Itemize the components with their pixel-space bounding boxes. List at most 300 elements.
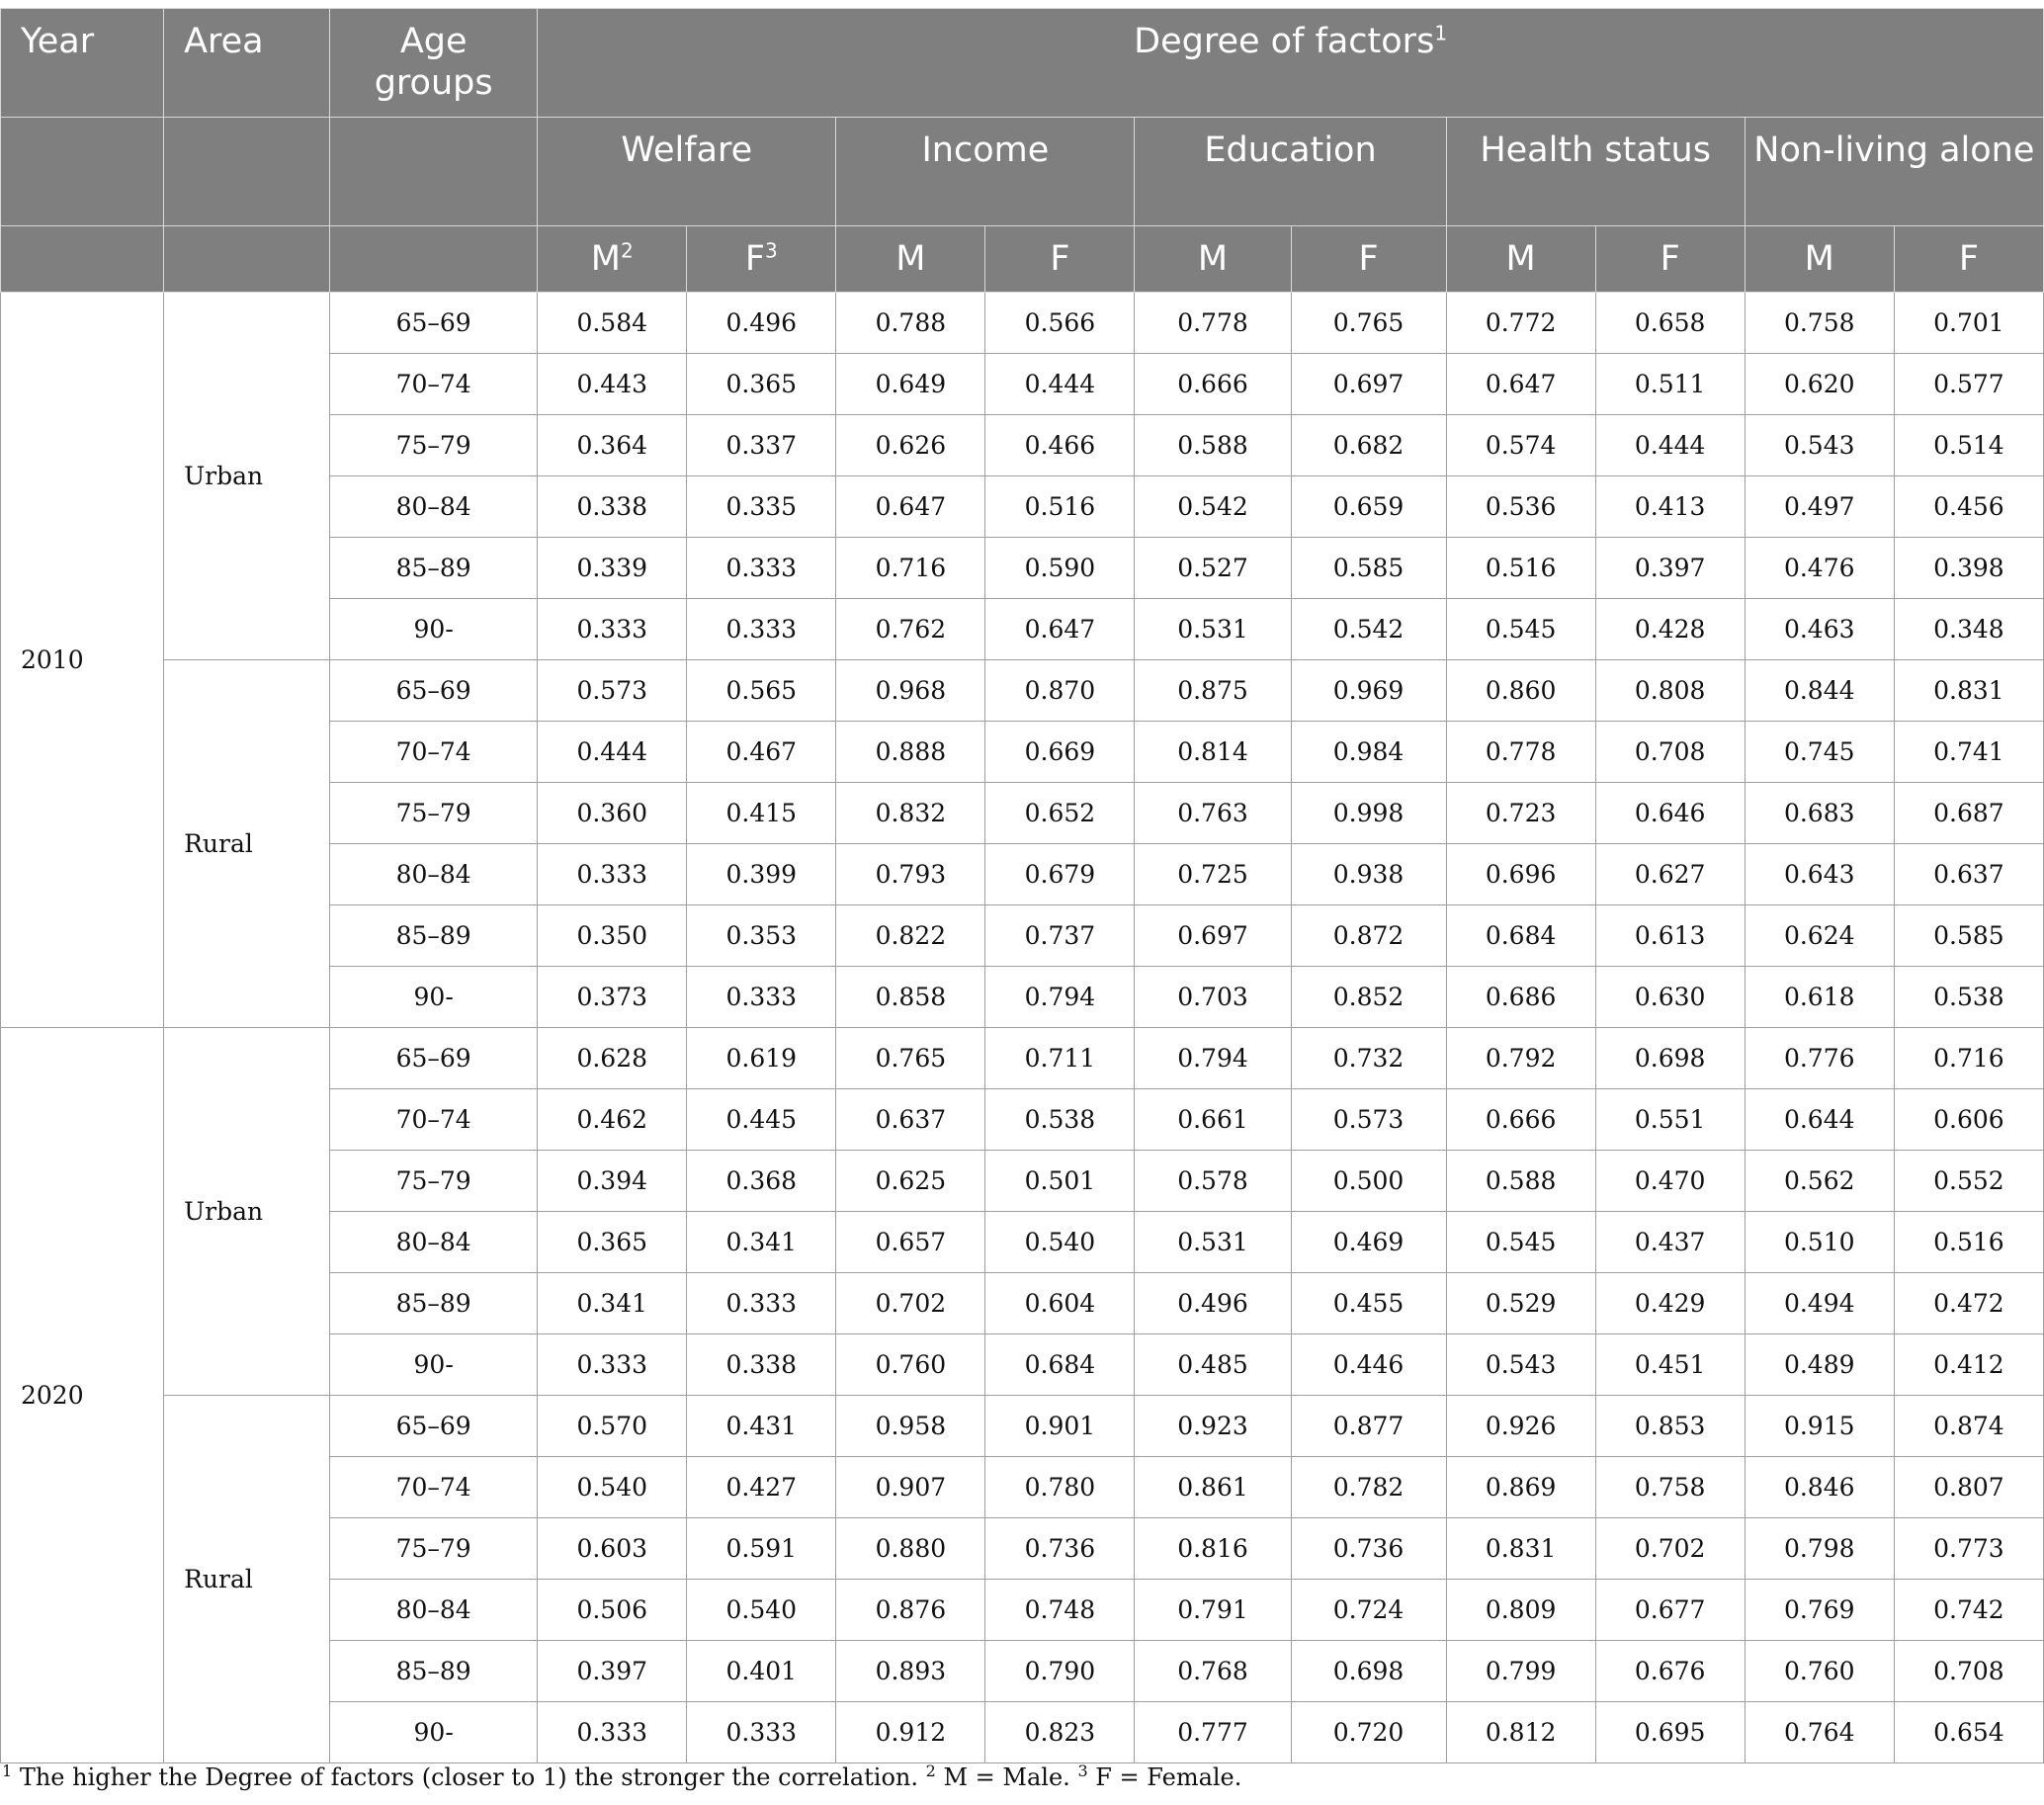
age-group-cell: 70–74 [330, 722, 538, 783]
value-cell: 0.657 [836, 1212, 985, 1273]
value-cell: 0.793 [836, 844, 985, 905]
value-cell: 0.798 [1745, 1518, 1894, 1580]
value-cell: 0.702 [836, 1273, 985, 1334]
value-cell: 0.516 [1446, 538, 1595, 599]
value-cell: 0.682 [1291, 415, 1446, 476]
value-cell: 0.552 [1894, 1151, 2043, 1212]
value-cell: 0.737 [985, 905, 1135, 967]
sex-header-male: M [1135, 226, 1291, 293]
value-cell: 0.538 [1894, 967, 2043, 1028]
value-cell: 0.333 [538, 1702, 687, 1763]
value-cell: 0.893 [836, 1641, 985, 1702]
value-cell: 0.338 [687, 1334, 836, 1396]
value-cell: 0.350 [538, 905, 687, 967]
value-cell: 0.446 [1291, 1334, 1446, 1396]
table-row [1, 1028, 2044, 1089]
value-cell: 0.540 [687, 1580, 836, 1641]
value-cell: 0.823 [985, 1702, 1135, 1763]
value-cell: 0.736 [985, 1518, 1135, 1580]
year-column-header: Year [1, 9, 164, 118]
value-cell: 0.540 [538, 1457, 687, 1518]
value-cell: 0.494 [1745, 1273, 1894, 1334]
value-cell: 0.844 [1745, 660, 1894, 722]
value-cell: 0.758 [1595, 1457, 1745, 1518]
table-row [1, 1396, 2044, 1457]
value-cell: 0.429 [1595, 1273, 1745, 1334]
value-cell: 0.399 [687, 844, 836, 905]
value-cell: 0.625 [836, 1151, 985, 1212]
value-cell: 0.542 [1135, 476, 1291, 538]
footnote-text: F = Female. [1087, 1763, 1242, 1791]
table-body [1, 293, 2044, 1763]
value-cell: 0.877 [1291, 1396, 1446, 1457]
value-cell: 0.745 [1745, 722, 1894, 783]
value-cell: 0.585 [1894, 905, 2043, 967]
value-cell: 0.760 [1745, 1641, 1894, 1702]
value-cell: 0.444 [538, 722, 687, 783]
value-cell: 0.794 [985, 967, 1135, 1028]
value-cell: 0.791 [1135, 1580, 1291, 1641]
value-cell: 0.466 [985, 415, 1135, 476]
value-cell: 0.368 [687, 1151, 836, 1212]
value-cell: 0.870 [985, 660, 1135, 722]
sex-header-female [687, 226, 836, 293]
age-group-cell: 80–84 [330, 476, 538, 538]
value-cell: 0.536 [1446, 476, 1595, 538]
value-cell: 0.397 [538, 1641, 687, 1702]
value-cell: 0.659 [1291, 476, 1446, 538]
header-blank [1, 118, 164, 226]
value-cell: 0.467 [687, 722, 836, 783]
value-cell: 0.679 [985, 844, 1135, 905]
value-cell: 0.687 [1894, 783, 2043, 844]
value-cell: 0.695 [1595, 1702, 1745, 1763]
age-group-cell: 65–69 [330, 1396, 538, 1457]
value-cell: 0.846 [1745, 1457, 1894, 1518]
age-group-cell: 75–79 [330, 1518, 538, 1580]
value-cell: 0.397 [1595, 538, 1745, 599]
value-cell: 0.809 [1446, 1580, 1595, 1641]
age-group-cell: 65–69 [330, 660, 538, 722]
value-cell: 0.669 [985, 722, 1135, 783]
value-cell: 0.938 [1291, 844, 1446, 905]
sex-header-male: M [836, 226, 985, 293]
value-cell: 0.456 [1894, 476, 2043, 538]
value-cell: 0.652 [985, 783, 1135, 844]
factor-header-education: Education [1135, 118, 1446, 226]
value-cell: 0.335 [687, 476, 836, 538]
table-header [1, 9, 2044, 293]
value-cell: 0.339 [538, 538, 687, 599]
age-group-cell: 90- [330, 967, 538, 1028]
female-label: F [744, 239, 765, 279]
value-cell: 0.451 [1595, 1334, 1745, 1396]
value-cell: 0.647 [1446, 354, 1595, 415]
sex-header-female: F [985, 226, 1135, 293]
value-cell: 0.529 [1446, 1273, 1595, 1334]
value-cell: 0.764 [1745, 1702, 1894, 1763]
value-cell: 0.626 [836, 415, 985, 476]
value-cell: 0.624 [1745, 905, 1894, 967]
value-cell: 0.620 [1745, 354, 1894, 415]
value-cell: 0.348 [1894, 599, 2043, 660]
header-blank [330, 226, 538, 293]
value-cell: 0.915 [1745, 1396, 1894, 1457]
value-cell: 0.445 [687, 1089, 836, 1151]
value-cell: 0.736 [1291, 1518, 1446, 1580]
value-cell: 0.540 [985, 1212, 1135, 1273]
table-footnote [2, 1763, 1241, 1791]
value-cell: 0.814 [1135, 722, 1291, 783]
sex-header-female: F [1595, 226, 1745, 293]
value-cell: 0.725 [1135, 844, 1291, 905]
value-cell: 0.591 [687, 1518, 836, 1580]
value-cell: 0.470 [1595, 1151, 1745, 1212]
degree-of-factors-table [0, 8, 2044, 1763]
value-cell: 0.578 [1135, 1151, 1291, 1212]
value-cell: 0.565 [687, 660, 836, 722]
value-cell: 0.472 [1894, 1273, 2043, 1334]
value-cell: 0.364 [538, 415, 687, 476]
footnote-marker-3: 3 [765, 238, 778, 263]
value-cell: 0.780 [985, 1457, 1135, 1518]
value-cell: 0.666 [1446, 1089, 1595, 1151]
value-cell: 0.697 [1291, 354, 1446, 415]
value-cell: 0.686 [1446, 967, 1595, 1028]
value-cell: 0.531 [1135, 1212, 1291, 1273]
value-cell: 0.333 [687, 1273, 836, 1334]
table-row [1, 293, 2044, 354]
value-cell: 0.590 [985, 538, 1135, 599]
value-cell: 0.394 [538, 1151, 687, 1212]
value-cell: 0.443 [538, 354, 687, 415]
value-cell: 0.676 [1595, 1641, 1745, 1702]
value-cell: 0.773 [1894, 1518, 2043, 1580]
value-cell: 0.497 [1745, 476, 1894, 538]
value-cell: 0.684 [985, 1334, 1135, 1396]
area-cell: Urban [164, 1028, 330, 1396]
factor-header-non-living-alone: Non-living alone [1745, 118, 2043, 226]
value-cell: 0.748 [985, 1580, 1135, 1641]
value-cell: 0.703 [1135, 967, 1291, 1028]
factor-header-health-status: Health status [1446, 118, 1745, 226]
value-cell: 0.790 [985, 1641, 1135, 1702]
value-cell: 0.822 [836, 905, 985, 967]
value-cell: 0.412 [1894, 1334, 2043, 1396]
age-group-cell: 85–89 [330, 905, 538, 967]
value-cell: 0.427 [687, 1457, 836, 1518]
value-cell: 0.765 [836, 1028, 985, 1089]
value-cell: 0.741 [1894, 722, 2043, 783]
value-cell: 0.912 [836, 1702, 985, 1763]
value-cell: 0.510 [1745, 1212, 1894, 1273]
value-cell: 0.545 [1446, 599, 1595, 660]
value-cell: 0.720 [1291, 1702, 1446, 1763]
value-cell: 0.654 [1894, 1702, 2043, 1763]
value-cell: 0.677 [1595, 1580, 1745, 1641]
value-cell: 0.853 [1595, 1396, 1745, 1457]
value-cell: 0.444 [985, 354, 1135, 415]
value-cell: 0.760 [836, 1334, 985, 1396]
value-cell: 0.570 [538, 1396, 687, 1457]
value-cell: 0.428 [1595, 599, 1745, 660]
value-cell: 0.696 [1446, 844, 1595, 905]
footnote-marker-2: 2 [620, 238, 634, 263]
value-cell: 0.647 [836, 476, 985, 538]
value-cell: 0.341 [687, 1212, 836, 1273]
age-groups-column-header: Age groups [330, 9, 538, 118]
value-cell: 0.768 [1135, 1641, 1291, 1702]
value-cell: 0.574 [1446, 415, 1595, 476]
value-cell: 0.501 [985, 1151, 1135, 1212]
value-cell: 0.619 [687, 1028, 836, 1089]
factor-header-welfare: Welfare [538, 118, 836, 226]
value-cell: 0.401 [687, 1641, 836, 1702]
value-cell: 0.732 [1291, 1028, 1446, 1089]
value-cell: 0.463 [1745, 599, 1894, 660]
value-cell: 0.489 [1745, 1334, 1894, 1396]
value-cell: 0.723 [1446, 783, 1595, 844]
value-cell: 0.958 [836, 1396, 985, 1457]
age-group-cell: 70–74 [330, 354, 538, 415]
value-cell: 0.588 [1446, 1151, 1595, 1212]
value-cell: 0.437 [1595, 1212, 1745, 1273]
value-cell: 0.506 [538, 1580, 687, 1641]
value-cell: 0.869 [1446, 1457, 1595, 1518]
value-cell: 0.875 [1135, 660, 1291, 722]
value-cell: 0.643 [1745, 844, 1894, 905]
value-cell: 0.778 [1446, 722, 1595, 783]
value-cell: 0.742 [1894, 1580, 2043, 1641]
value-cell: 0.901 [985, 1396, 1135, 1457]
value-cell: 0.413 [1595, 476, 1745, 538]
sex-header-female: F [1894, 226, 2043, 293]
age-group-cell: 75–79 [330, 1151, 538, 1212]
footnote-text: M = Male. [935, 1763, 1078, 1791]
value-cell: 0.831 [1894, 660, 2043, 722]
value-cell: 0.969 [1291, 660, 1446, 722]
value-cell: 0.772 [1446, 293, 1595, 354]
header-blank [1, 226, 164, 293]
value-cell: 0.516 [1894, 1212, 2043, 1273]
value-cell: 0.333 [687, 599, 836, 660]
value-cell: 0.647 [985, 599, 1135, 660]
value-cell: 0.338 [538, 476, 687, 538]
value-cell: 0.762 [836, 599, 985, 660]
value-cell: 0.562 [1745, 1151, 1894, 1212]
value-cell: 0.769 [1745, 1580, 1894, 1641]
area-cell: Rural [164, 1396, 330, 1763]
table-row [1, 660, 2044, 722]
value-cell: 0.566 [985, 293, 1135, 354]
age-group-cell: 90- [330, 1702, 538, 1763]
header-blank [164, 118, 330, 226]
value-cell: 0.588 [1135, 415, 1291, 476]
footnote-marker-1: 1 [1434, 21, 1448, 45]
value-cell: 0.998 [1291, 783, 1446, 844]
value-cell: 0.341 [538, 1273, 687, 1334]
value-cell: 0.637 [836, 1089, 985, 1151]
value-cell: 0.765 [1291, 293, 1446, 354]
age-group-cell: 85–89 [330, 1641, 538, 1702]
value-cell: 0.551 [1595, 1089, 1745, 1151]
value-cell: 0.763 [1135, 783, 1291, 844]
value-cell: 0.585 [1291, 538, 1446, 599]
value-cell: 0.716 [1894, 1028, 2043, 1089]
value-cell: 0.637 [1894, 844, 2043, 905]
value-cell: 0.666 [1135, 354, 1291, 415]
footnote-text: The higher the Degree of factors (closer to 1) the stronger the correlation. [12, 1763, 926, 1791]
value-cell: 0.333 [538, 599, 687, 660]
year-cell: 2010 [1, 293, 164, 1028]
value-cell: 0.658 [1595, 293, 1745, 354]
value-cell: 0.808 [1595, 660, 1745, 722]
footnote-number: 2 [925, 1762, 936, 1780]
value-cell: 0.711 [985, 1028, 1135, 1089]
value-cell: 0.604 [985, 1273, 1135, 1334]
value-cell: 0.455 [1291, 1273, 1446, 1334]
male-label: M [590, 239, 621, 279]
value-cell: 0.628 [538, 1028, 687, 1089]
value-cell: 0.701 [1894, 293, 2043, 354]
age-group-cell: 75–79 [330, 783, 538, 844]
value-cell: 0.630 [1595, 967, 1745, 1028]
age-group-cell: 85–89 [330, 1273, 538, 1334]
value-cell: 0.500 [1291, 1151, 1446, 1212]
value-cell: 0.799 [1446, 1641, 1595, 1702]
value-cell: 0.514 [1894, 415, 2043, 476]
value-cell: 0.444 [1595, 415, 1745, 476]
value-cell: 0.333 [538, 844, 687, 905]
value-cell: 0.792 [1446, 1028, 1595, 1089]
value-cell: 0.874 [1894, 1396, 2043, 1457]
age-group-cell: 80–84 [330, 1212, 538, 1273]
header-blank [330, 118, 538, 226]
area-column-header: Area [164, 9, 330, 118]
value-cell: 0.716 [836, 538, 985, 599]
value-cell: 0.683 [1745, 783, 1894, 844]
value-cell: 0.968 [836, 660, 985, 722]
footnote-number: 1 [2, 1762, 13, 1780]
age-group-cell: 65–69 [330, 1028, 538, 1089]
value-cell: 0.469 [1291, 1212, 1446, 1273]
footnote-number: 3 [1077, 1762, 1088, 1780]
value-cell: 0.758 [1745, 293, 1894, 354]
value-cell: 0.603 [538, 1518, 687, 1580]
value-cell: 0.646 [1595, 783, 1745, 844]
value-cell: 0.807 [1894, 1457, 2043, 1518]
value-cell: 0.542 [1291, 599, 1446, 660]
value-cell: 0.333 [538, 1334, 687, 1396]
value-cell: 0.485 [1135, 1334, 1291, 1396]
value-cell: 0.776 [1745, 1028, 1894, 1089]
value-cell: 0.777 [1135, 1702, 1291, 1763]
value-cell: 0.788 [836, 293, 985, 354]
value-cell: 0.573 [538, 660, 687, 722]
value-cell: 0.365 [538, 1212, 687, 1273]
value-cell: 0.708 [1595, 722, 1745, 783]
value-cell: 0.531 [1135, 599, 1291, 660]
value-cell: 0.907 [836, 1457, 985, 1518]
value-cell: 0.606 [1894, 1089, 2043, 1151]
value-cell: 0.661 [1135, 1089, 1291, 1151]
value-cell: 0.698 [1291, 1641, 1446, 1702]
value-cell: 0.698 [1595, 1028, 1745, 1089]
value-cell: 0.816 [1135, 1518, 1291, 1580]
age-group-cell: 80–84 [330, 844, 538, 905]
value-cell: 0.702 [1595, 1518, 1745, 1580]
value-cell: 0.832 [836, 783, 985, 844]
value-cell: 0.360 [538, 783, 687, 844]
value-cell: 0.527 [1135, 538, 1291, 599]
value-cell: 0.861 [1135, 1457, 1291, 1518]
age-group-cell: 70–74 [330, 1457, 538, 1518]
value-cell: 0.496 [1135, 1273, 1291, 1334]
value-cell: 0.794 [1135, 1028, 1291, 1089]
degree-of-factors-label: Degree of factors [1134, 22, 1435, 61]
year-cell: 2020 [1, 1028, 164, 1763]
value-cell: 0.333 [687, 1702, 836, 1763]
value-cell: 0.724 [1291, 1580, 1446, 1641]
value-cell: 0.852 [1291, 967, 1446, 1028]
value-cell: 0.860 [1446, 660, 1595, 722]
value-cell: 0.858 [836, 967, 985, 1028]
value-cell: 0.333 [687, 538, 836, 599]
area-cell: Urban [164, 293, 330, 660]
value-cell: 0.398 [1894, 538, 2043, 599]
age-group-cell: 85–89 [330, 538, 538, 599]
data-table-container [0, 8, 2044, 1763]
value-cell: 0.649 [836, 354, 985, 415]
value-cell: 0.543 [1745, 415, 1894, 476]
value-cell: 0.876 [836, 1580, 985, 1641]
value-cell: 0.353 [687, 905, 836, 967]
value-cell: 0.926 [1446, 1396, 1595, 1457]
value-cell: 0.543 [1446, 1334, 1595, 1396]
value-cell: 0.708 [1894, 1641, 2043, 1702]
sex-header-female: F [1291, 226, 1446, 293]
value-cell: 0.516 [985, 476, 1135, 538]
value-cell: 0.337 [687, 415, 836, 476]
value-cell: 0.476 [1745, 538, 1894, 599]
value-cell: 0.613 [1595, 905, 1745, 967]
value-cell: 0.880 [836, 1518, 985, 1580]
value-cell: 0.365 [687, 354, 836, 415]
value-cell: 0.984 [1291, 722, 1446, 783]
value-cell: 0.831 [1446, 1518, 1595, 1580]
value-cell: 0.782 [1291, 1457, 1446, 1518]
value-cell: 0.577 [1894, 354, 2043, 415]
value-cell: 0.697 [1135, 905, 1291, 967]
sex-header-male: M [1446, 226, 1595, 293]
value-cell: 0.462 [538, 1089, 687, 1151]
age-group-cell: 65–69 [330, 293, 538, 354]
age-group-cell: 90- [330, 1334, 538, 1396]
age-group-cell: 80–84 [330, 1580, 538, 1641]
value-cell: 0.496 [687, 293, 836, 354]
value-cell: 0.812 [1446, 1702, 1595, 1763]
value-cell: 0.511 [1595, 354, 1745, 415]
value-cell: 0.333 [687, 967, 836, 1028]
value-cell: 0.545 [1446, 1212, 1595, 1273]
value-cell: 0.627 [1595, 844, 1745, 905]
header-blank [164, 226, 330, 293]
age-group-cell: 75–79 [330, 415, 538, 476]
value-cell: 0.684 [1446, 905, 1595, 967]
value-cell: 0.872 [1291, 905, 1446, 967]
value-cell: 0.644 [1745, 1089, 1894, 1151]
value-cell: 0.431 [687, 1396, 836, 1457]
